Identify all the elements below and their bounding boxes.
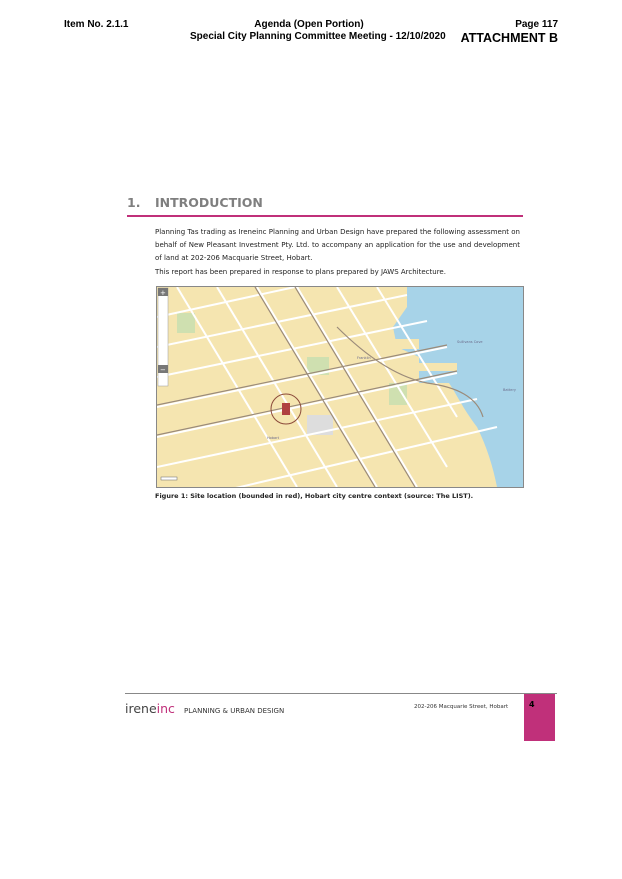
section-heading: [127, 193, 523, 217]
report-paragraph: This report has been prepared in response to plans prepared by JAWS Architecture.: [155, 268, 446, 276]
svg-text:Franklin: Franklin: [357, 356, 371, 360]
intro-paragraph: Planning Tas trading as Ireneinc Planning and Urban Design have prepared the following assessment on behalf of New Pleasant Investment Pty. Ltd. to accompany an application for the use and development of land at 202-206 Macquarie Street, Hobart.: [155, 228, 520, 262]
attachment-label: ATTACHMENT B: [460, 31, 558, 45]
brand-subtitle: PLANNING & URBAN DESIGN: [184, 707, 285, 715]
svg-text:+: +: [160, 289, 166, 297]
svg-text:Hobart: Hobart: [267, 436, 279, 440]
footer-page-number: 4: [529, 700, 535, 709]
page-label: Page 117: [515, 19, 558, 30]
site-location-map: [156, 286, 524, 488]
brand-inc: inc: [156, 701, 175, 716]
svg-text:Battery: Battery: [503, 388, 516, 392]
agenda-line-2: Special City Planning Committee Meeting - 12/10/2020: [190, 31, 446, 42]
brand-irene: irene: [125, 701, 157, 716]
footer-address: 202-206 Macquarie Street, Hobart: [414, 704, 509, 710]
footer-divider: [125, 693, 557, 694]
section-number: 1.: [127, 195, 141, 210]
svg-text:Sullivans Cove: Sullivans Cove: [457, 340, 483, 344]
agenda-line-1: Agenda (Open Portion): [254, 19, 364, 30]
footer-brand: [125, 698, 284, 717]
svg-text:−: −: [160, 366, 166, 374]
section-title: INTRODUCTION: [155, 195, 263, 210]
agenda-title: [190, 19, 446, 43]
street-map-icon: [157, 287, 523, 487]
figure-caption: Figure 1: Site location (bounded in red), Hobart city centre context (source: The LIST).: [155, 492, 474, 500]
item-number: Item No. 2.1.1: [64, 19, 129, 30]
footer-page-box: [524, 694, 555, 741]
